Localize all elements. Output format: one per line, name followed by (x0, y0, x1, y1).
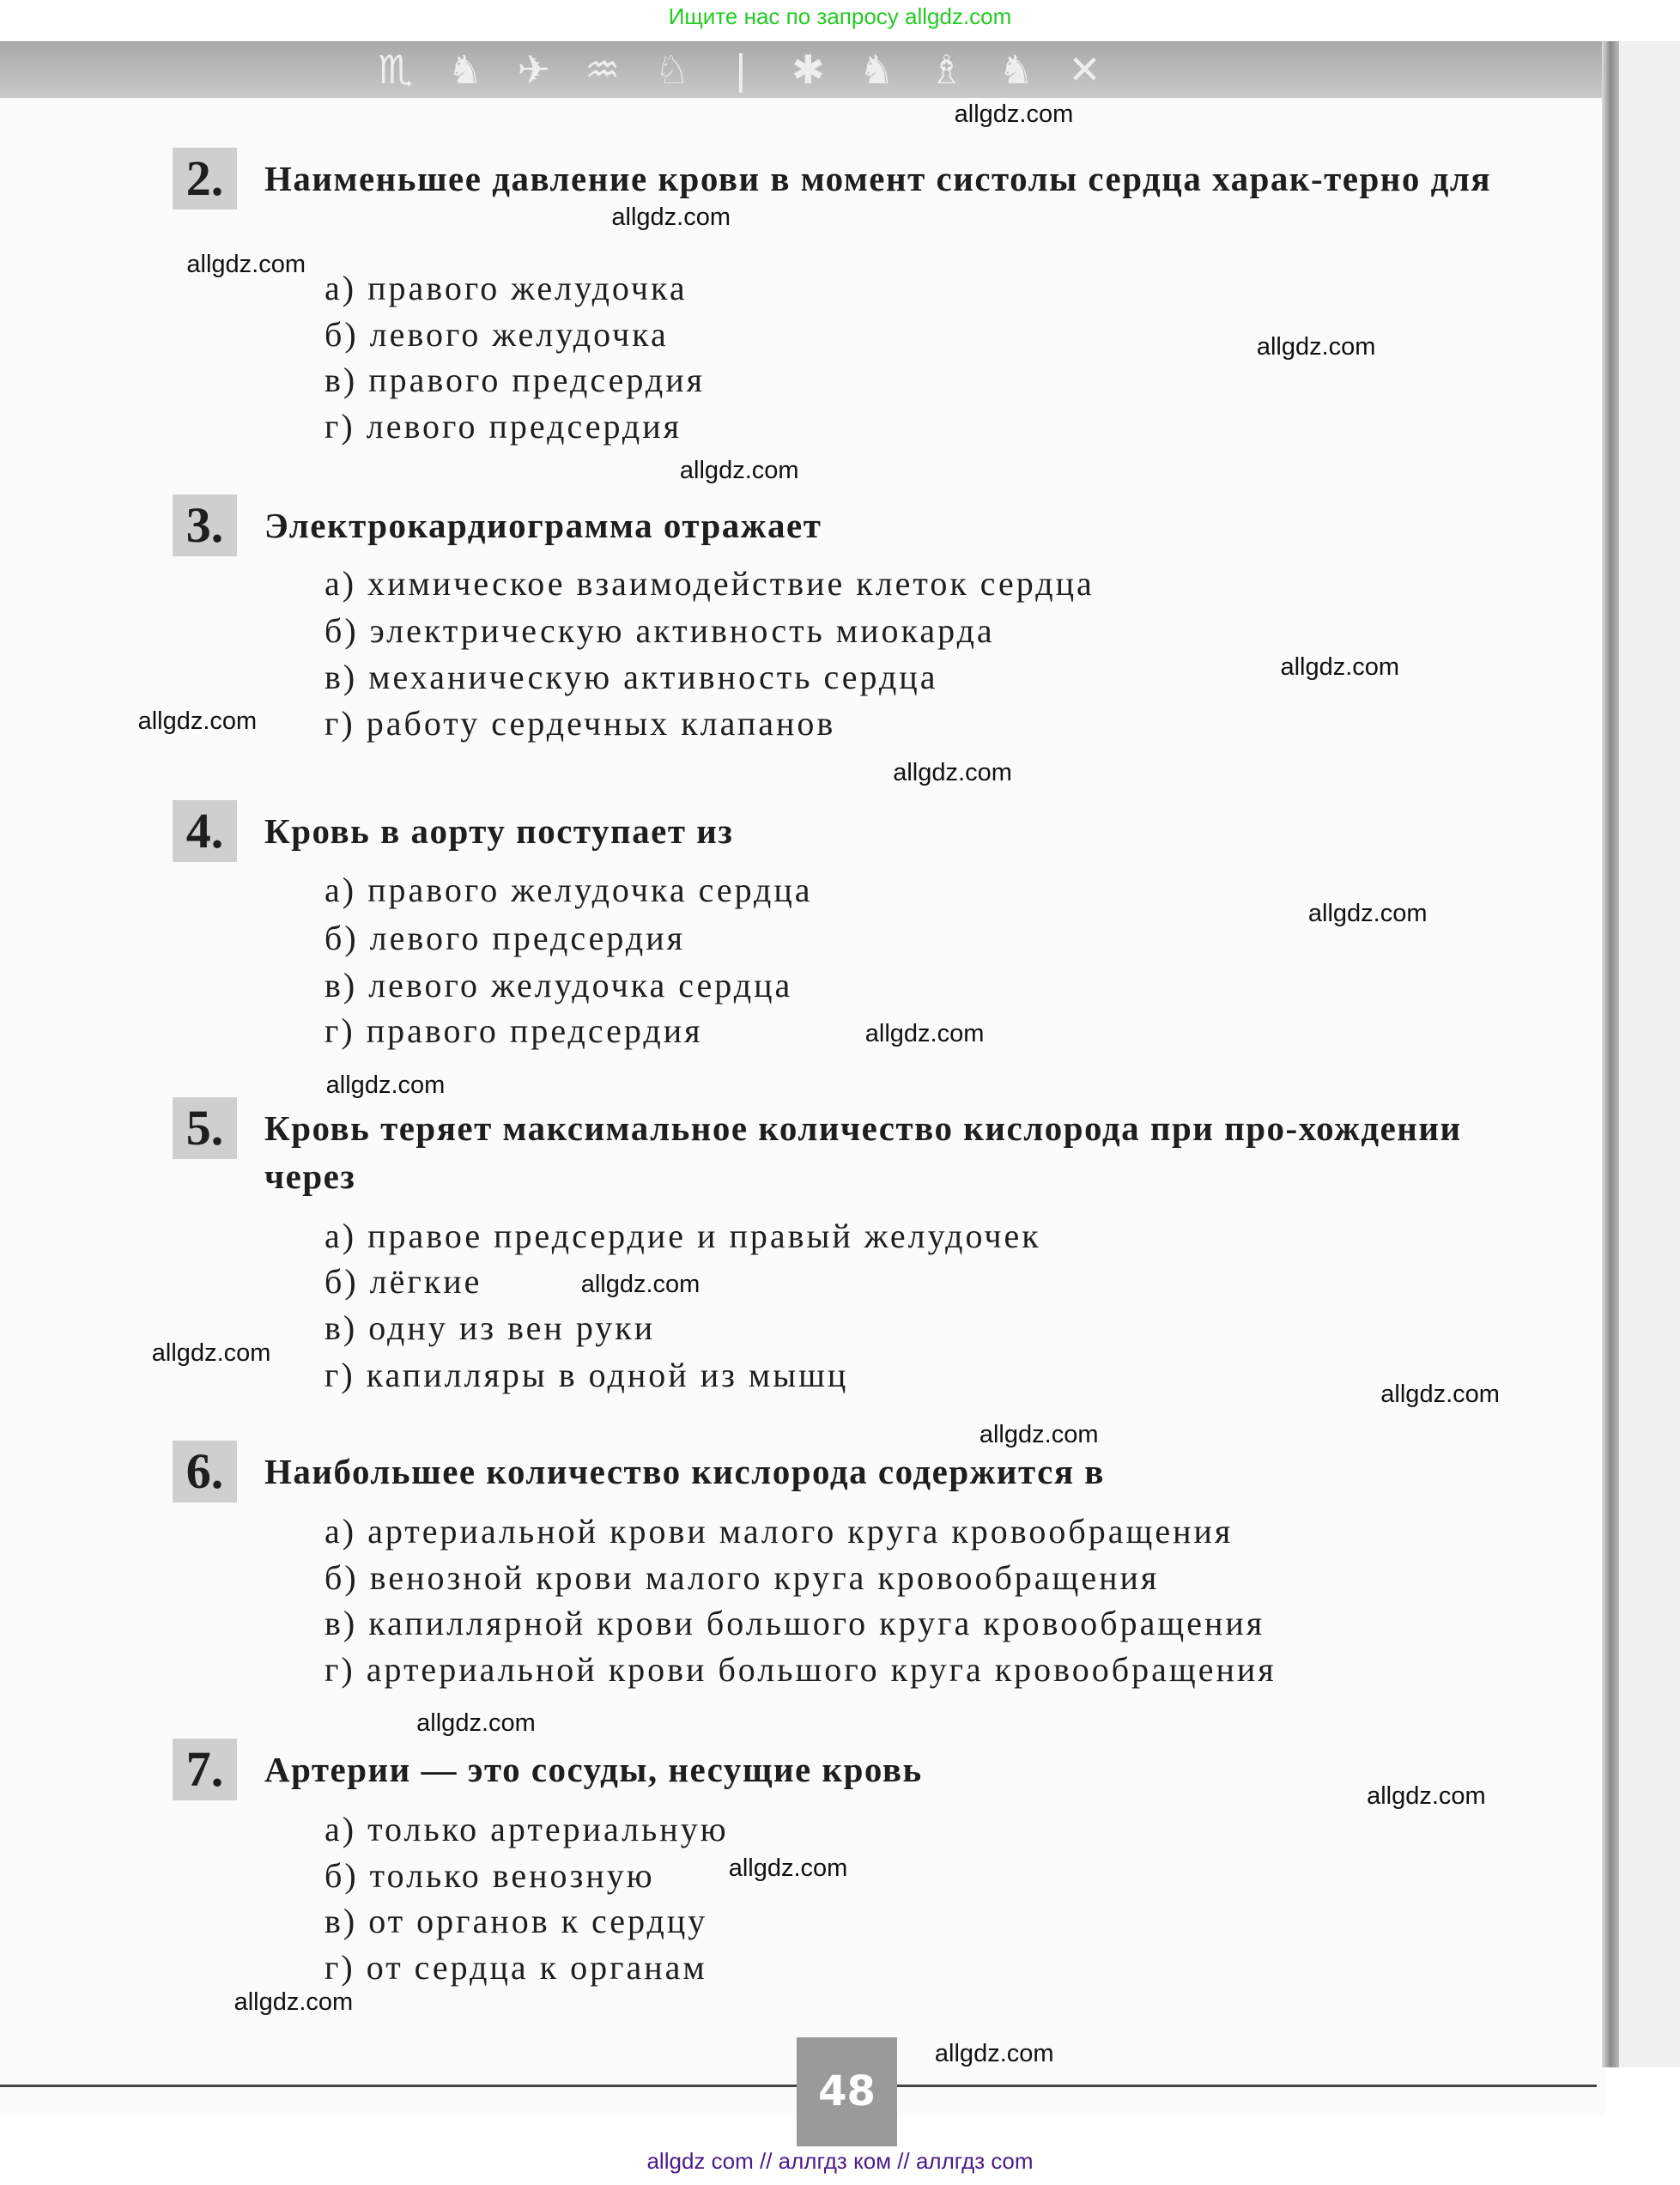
question-number: 6. (173, 1441, 237, 1502)
answer-option[interactable]: б) электрическую активность миокарда (324, 611, 995, 650)
answer-option[interactable]: в) левого желудочка сердца (324, 966, 793, 1004)
watermark: allgdz.com (234, 1988, 354, 2016)
answer-option[interactable]: б) левого желудочка (324, 315, 669, 354)
answer-option[interactable]: б) левого предсердия (324, 919, 686, 957)
question-text: Наименьшее давление крови в момент систолы сердца харак-терно для (264, 159, 1492, 198)
watermark: allgdz.com (416, 1709, 536, 1738)
watermark: allgdz.com (1280, 653, 1400, 682)
answer-option[interactable]: б) венозной крови малого круга кровообращения (324, 1558, 1160, 1597)
answer-option[interactable]: г) от сердца к органам (324, 1948, 707, 1987)
watermark: allgdz.com (893, 759, 1012, 787)
answer-option[interactable]: в) механическую активность сердца (324, 658, 938, 696)
footer-watermark: allgdz com // аллгдз ком // аллгдз com (646, 2148, 1034, 2174)
watermark: allgdz.com (679, 457, 799, 485)
watermark: allgdz.com (954, 100, 1074, 128)
next-page-edge (1619, 41, 1680, 2067)
answer-option[interactable]: а) правое предсердие и правый желудочек (324, 1217, 1041, 1255)
page-number: 48 (797, 2037, 897, 2146)
question-number: 2. (173, 148, 237, 209)
question-number: 4. (173, 800, 237, 862)
watermark: allgdz.com (151, 1338, 271, 1367)
answer-option[interactable]: а) артериальной крови малого круга кровообращения (324, 1512, 1234, 1551)
watermark: allgdz.com (1256, 332, 1376, 361)
watermark: allgdz.com (1307, 900, 1428, 928)
answer-option[interactable]: а) правого желудочка (324, 269, 688, 307)
watermark: allgdz.com (1380, 1381, 1500, 1409)
watermark: allgdz.com (864, 1019, 985, 1047)
answer-option[interactable]: б) только венозную (324, 1856, 655, 1895)
question-text: Кровь теряет максимальное количество кислорода при про-хождении через (264, 1108, 1462, 1196)
answer-option[interactable]: в) от органов к сердцу (324, 1902, 708, 1940)
answer-option[interactable]: г) правого предсердия (324, 1011, 703, 1050)
watermark: allgdz.com (934, 2039, 1054, 2067)
question-text: Наибольшее количество кислорода содержится в (264, 1452, 1105, 1491)
watermark: allgdz.com (580, 1271, 701, 1299)
answer-option[interactable]: в) правого предсердия (324, 361, 705, 399)
watermark: allgdz.com (728, 1854, 848, 1883)
watermark: allgdz.com (186, 250, 306, 278)
watermark: allgdz.com (979, 1421, 1099, 1449)
answer-option[interactable]: г) капилляры в одной из мышц (324, 1356, 849, 1394)
question-text: Артерии — это сосуды, несущие кровь (264, 1750, 923, 1789)
question-number: 5. (173, 1097, 237, 1159)
answer-option[interactable]: б) лёгкие (324, 1262, 482, 1301)
watermark: allgdz.com (1367, 1781, 1486, 1810)
answer-option[interactable]: а) правого желудочка сердца (324, 871, 813, 909)
book-spine (1602, 41, 1619, 2067)
question-number: 3. (173, 495, 237, 556)
watermark: allgdz.com (137, 707, 258, 736)
answer-option[interactable]: а) химическое взаимодействие клеток сердца (324, 564, 1095, 603)
question-text: Электрокардиограмма отражает (264, 506, 822, 545)
answer-option[interactable]: а) только артериальную (324, 1810, 729, 1848)
question-number: 7. (173, 1739, 237, 1800)
watermark: allgdz.com (611, 203, 731, 231)
answer-option[interactable]: г) артериальной крови большого круга кровообращения (324, 1650, 1277, 1689)
decorative-header-band (0, 41, 1605, 98)
answer-option[interactable]: в) капиллярной крови большого круга кровообращения (324, 1604, 1265, 1642)
answer-option[interactable]: г) работу сердечных клапанов (324, 704, 836, 743)
answer-option[interactable]: г) левого предсердия (324, 407, 682, 446)
question-text: Кровь в аорту поступает из (264, 811, 734, 851)
answer-option[interactable]: в) одну из вен руки (324, 1308, 656, 1347)
watermark: allgdz.com (325, 1071, 446, 1099)
animal-silhouettes-icon: ♏♞✈♒♘❘✱♞♗♞✕ (378, 46, 1136, 93)
search-hint-banner: Ищите нас по запросу allgdz.com (668, 3, 1012, 29)
